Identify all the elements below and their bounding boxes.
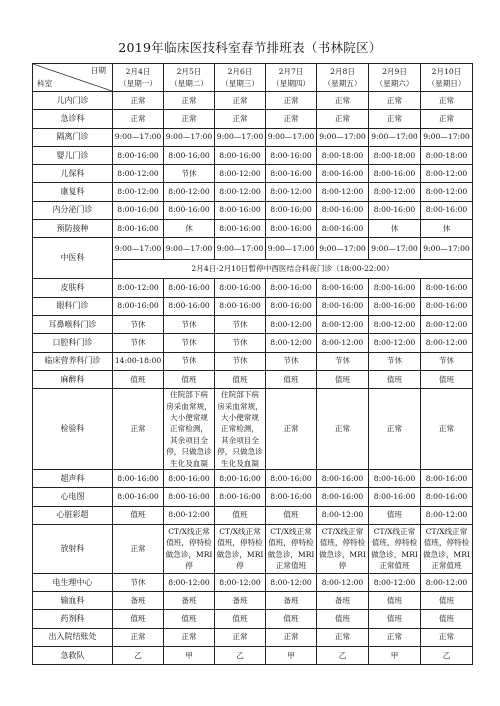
cell-line: CT/X线正常	[219, 527, 261, 537]
schedule-cell: 节休	[215, 352, 266, 370]
schedule-cell: 8:00-16:00	[215, 146, 266, 164]
schedule-cell	[369, 524, 421, 573]
schedule-cell: 正常	[317, 92, 369, 110]
schedule-cell: 9:00—17:00	[266, 128, 317, 146]
schedule-cell: 值班	[113, 506, 164, 524]
schedule-cell: 备班	[317, 592, 369, 610]
schedule-cell: 值班	[369, 370, 421, 388]
day-date: 2月10日	[431, 66, 462, 76]
schedule-cell: 8:00-12:00	[317, 334, 369, 352]
schedule-cell: 乙	[113, 647, 164, 665]
schedule-cell: 正常	[164, 92, 215, 110]
schedule-cell: 正常	[369, 92, 421, 110]
cell-line: 大小便常规	[170, 412, 208, 422]
schedule-cell: 值班	[369, 592, 421, 610]
department-name: 眼科门诊	[33, 297, 113, 315]
table-row	[33, 628, 473, 646]
department-name: 麻醉科	[33, 370, 113, 388]
day-header	[317, 64, 369, 92]
schedule-cell: 节休	[164, 315, 215, 333]
schedule-cell: 8:00-16:00	[164, 488, 215, 506]
schedule-cell: 8:00-12:00	[317, 183, 369, 201]
schedule-cell: 节休	[113, 573, 164, 591]
schedule-cell: 正常	[266, 92, 317, 110]
schedule-cell: 8:00-12:00	[215, 573, 266, 591]
cell-line: 做急诊，MRI	[165, 549, 213, 559]
schedule-cell: 值班	[317, 370, 369, 388]
schedule-cell: 正常	[113, 524, 164, 573]
schedule-cell: 8:00-16:00	[215, 470, 266, 488]
schedule-cell: 正常	[421, 110, 473, 128]
table-row	[33, 146, 473, 164]
dept-axis-label: 科室	[37, 79, 53, 88]
schedule-cell: 8:00-16:00	[113, 220, 164, 238]
schedule-cell: 正常	[266, 110, 317, 128]
day-date: 2月5日	[176, 66, 202, 76]
cell-line: CT/X线正常	[270, 527, 312, 537]
schedule-cell: 8:00-16:00	[164, 201, 215, 219]
day-header	[215, 64, 266, 92]
schedule-cell: 正常	[369, 110, 421, 128]
day-weekday: （星期三）	[221, 78, 259, 88]
table-row	[33, 279, 473, 297]
schedule-cell: 8:00-16:00	[266, 488, 317, 506]
department-name: 隔离门诊	[33, 128, 113, 146]
schedule-cell: 正常	[421, 628, 473, 646]
schedule-cell: 甲	[369, 647, 421, 665]
department-name: 康复科	[33, 183, 113, 201]
schedule-cell: 8:00-16:00	[215, 220, 266, 238]
schedule-cell: 节休	[421, 352, 473, 370]
schedule-cell	[164, 524, 215, 573]
schedule-cell: 值班	[266, 610, 317, 628]
schedule-cell: 正常	[215, 92, 266, 110]
table-row	[33, 110, 473, 128]
cell-line: CT/X线正常	[373, 527, 416, 537]
cell-line: 值班，停特检	[319, 538, 366, 548]
schedule-cell: 9:00—17:00	[266, 238, 317, 260]
department-name: 内分泌门诊	[33, 201, 113, 219]
cell-line: 住院部下病	[221, 390, 259, 400]
department-name: 药剂科	[33, 610, 113, 628]
schedule-cell: 8:00-16:00	[215, 488, 266, 506]
schedule-cell: 正常	[113, 389, 164, 470]
day-header	[421, 64, 473, 92]
schedule-cell: 节休	[164, 352, 215, 370]
schedule-cell: 8:00-16:00	[421, 488, 473, 506]
schedule-cell: 8:00-12:00	[421, 334, 473, 352]
schedule-cell: 8:00-16:00	[369, 470, 421, 488]
schedule-cell: 8:00-16:00	[266, 297, 317, 315]
department-name: 出入院结账处	[33, 628, 113, 646]
day-weekday: （星期一）	[119, 78, 157, 88]
schedule-cell: 8:00-16:00	[113, 470, 164, 488]
schedule-cell: 节休	[215, 315, 266, 333]
cell-line: 其余项目全	[221, 435, 259, 445]
cell-line: 值班，停特检	[217, 538, 263, 548]
schedule-cell: 8:00-12:00	[421, 165, 473, 183]
schedule-cell: 9:00—17:00	[164, 128, 215, 146]
header-row	[33, 64, 473, 92]
schedule-cell: 8:00-12:00	[215, 183, 266, 201]
schedule-cell: 8:00-16:00	[317, 201, 369, 219]
schedule-cell: 节休	[215, 334, 266, 352]
cell-line: 正常检测，	[170, 424, 208, 434]
schedule-cell: 8:00-18:00	[369, 146, 421, 164]
schedule-cell: 乙	[215, 647, 266, 665]
schedule-cell: 8:00-16:00	[369, 297, 421, 315]
department-name: 儿保科	[33, 165, 113, 183]
schedule-cell: 8:00-16:00	[317, 279, 369, 297]
schedule-cell: 值班	[215, 506, 266, 524]
schedule-cell: 8:00-12:00	[317, 573, 369, 591]
schedule-cell: 8:00-12:00	[266, 573, 317, 591]
day-date: 2月6日	[227, 66, 253, 76]
schedule-cell: 8:00-12:00	[421, 573, 473, 591]
schedule-cell: 8:00-16:00	[215, 201, 266, 219]
day-header	[113, 64, 164, 92]
schedule-cell: 备班	[215, 592, 266, 610]
department-name: 电生理中心	[33, 573, 113, 591]
schedule-cell: 8:00-12:00	[369, 573, 421, 591]
schedule-cell	[421, 524, 473, 573]
department-name: 耳鼻喉科门诊	[33, 315, 113, 333]
schedule-cell: 8:00-16:00	[113, 297, 164, 315]
schedule-cell: 节休	[113, 334, 164, 352]
table-row	[33, 389, 473, 470]
department-name: 心电图	[33, 488, 113, 506]
schedule-cell: 8:00-16:00	[215, 279, 266, 297]
schedule-cell: 8:00-16:00	[164, 279, 215, 297]
schedule-cell: 正常	[317, 389, 369, 470]
department-name: 皮肤科	[33, 279, 113, 297]
schedule-cell: 8:00-12:00	[421, 183, 473, 201]
schedule-cell: 值班	[266, 370, 317, 388]
table-row	[33, 334, 473, 352]
cell-line: 房采血常规，	[166, 401, 212, 411]
schedule-cell	[164, 389, 215, 470]
schedule-cell: 9:00—17:00	[369, 238, 421, 260]
schedule-cell: 8:00-12:00	[164, 573, 215, 591]
schedule-cell: 值班	[215, 370, 266, 388]
day-date: 2月8日	[330, 66, 355, 76]
schedule-cell: 8:00-16:00	[164, 470, 215, 488]
schedule-cell: 8:00-16:00	[113, 488, 164, 506]
cell-line: 值班，停特检	[371, 538, 418, 548]
cell-line: 值班，停特检	[268, 538, 314, 548]
day-weekday: （星期日）	[427, 78, 466, 88]
cell-line: 值班，停特检	[166, 538, 212, 548]
table-row	[33, 610, 473, 628]
schedule-cell: 正常	[215, 110, 266, 128]
table-row	[33, 524, 473, 573]
schedule-cell: 8:00-12:00	[369, 334, 421, 352]
cell-line: 做急诊，MRI	[423, 549, 470, 559]
department-name: 急诊科	[33, 110, 113, 128]
schedule-cell: 8:00-12:00	[215, 165, 266, 183]
schedule-cell: 9:00—17:00	[113, 128, 164, 146]
table-row	[33, 165, 473, 183]
schedule-cell: 休	[164, 220, 215, 238]
schedule-cell: 9:00—17:00	[215, 238, 266, 260]
schedule-cell: 8:00-16:00	[369, 279, 421, 297]
schedule-cell: 8:00-16:00	[266, 165, 317, 183]
cell-line: CT/X线正常	[321, 527, 364, 537]
table-row	[33, 506, 473, 524]
schedule-cell: 休	[369, 220, 421, 238]
cell-line: 正常值班	[275, 561, 307, 571]
schedule-cell: 正常	[421, 92, 473, 110]
schedule-cell: 8:00-12:00	[113, 183, 164, 201]
department-name: 婴儿门诊	[33, 146, 113, 164]
schedule-cell: 8:00-12:00	[369, 183, 421, 201]
schedule-cell: 节休	[369, 352, 421, 370]
schedule-cell: 备班	[113, 592, 164, 610]
schedule-cell: 值班	[317, 610, 369, 628]
schedule-cell: 8:00-16:00	[369, 488, 421, 506]
schedule-cell: 8:00-12:00	[369, 315, 421, 333]
table-row	[33, 647, 473, 665]
day-weekday: （星期五）	[323, 78, 362, 88]
day-weekday: （星期六）	[375, 78, 414, 88]
cell-line: 停，只做急诊	[166, 447, 212, 457]
schedule-cell: 8:00-16:00	[317, 470, 369, 488]
department-name: 超声科	[33, 470, 113, 488]
department-name: 中医科	[33, 238, 113, 279]
schedule-cell: 值班	[113, 370, 164, 388]
schedule-cell: 值班	[266, 506, 317, 524]
schedule-cell: 节休	[164, 334, 215, 352]
schedule-cell: 甲	[266, 647, 317, 665]
table-row	[33, 315, 473, 333]
table-row	[33, 470, 473, 488]
department-name: 心脏彩超	[33, 506, 113, 524]
tcm-note: 2月4日-2月10日暂停中西医结合科夜门诊（18:00-22:00）	[113, 260, 473, 279]
schedule-cell: 值班	[369, 610, 421, 628]
schedule-cell	[266, 524, 317, 573]
day-date: 2月9日	[382, 66, 407, 76]
table-row	[33, 92, 473, 110]
schedule-cell: 14:00-18:00	[113, 352, 164, 370]
schedule-cell: 正常	[113, 92, 164, 110]
schedule-cell: 值班	[369, 506, 421, 524]
day-header	[266, 64, 317, 92]
schedule-cell: 值班	[164, 610, 215, 628]
schedule-cell: 8:00-16:00	[421, 470, 473, 488]
department-name: 口腔科门诊	[33, 334, 113, 352]
schedule-cell: 9:00—17:00	[421, 128, 473, 146]
schedule-cell	[215, 524, 266, 573]
table-row	[33, 592, 473, 610]
schedule-cell: 9:00—17:00	[164, 238, 215, 260]
schedule-cell: 正常	[421, 389, 473, 470]
cell-line: 做急诊，MRI	[371, 549, 418, 559]
schedule-cell: 8:00-16:00	[266, 201, 317, 219]
schedule-cell: 正常	[164, 628, 215, 646]
schedule-cell: 8:00-12:00	[113, 165, 164, 183]
schedule-cell: 乙	[421, 647, 473, 665]
schedule-cell: 9:00—17:00	[113, 238, 164, 260]
schedule-cell: 8:00-16:00	[215, 297, 266, 315]
cell-line: 值班，停特检	[423, 538, 470, 548]
day-header	[164, 64, 215, 92]
cell-line: CT/X线正常	[425, 527, 468, 537]
cell-line: 住院部下病	[170, 390, 208, 400]
schedule-cell: 备班	[164, 592, 215, 610]
cell-line: 正常值班	[379, 561, 410, 571]
schedule-cell: 值班	[421, 610, 473, 628]
cell-line: 停	[185, 561, 193, 571]
cell-line: 正常值班	[431, 561, 462, 571]
schedule-cell: 8:00-12:00	[113, 279, 164, 297]
schedule-cell: 正常	[266, 389, 317, 470]
schedule-cell: 8:00-12:00	[317, 506, 369, 524]
schedule-cell: 8:00-16:00	[113, 201, 164, 219]
schedule-cell: 8:00-16:00	[266, 220, 317, 238]
day-header	[369, 64, 421, 92]
schedule-cell: 8:00-12:00	[266, 183, 317, 201]
schedule-cell: 备班	[266, 592, 317, 610]
schedule-cell: 8:00-16:00	[266, 279, 317, 297]
day-weekday: （星期二）	[170, 78, 208, 88]
department-name: 预防接种	[33, 220, 113, 238]
day-date: 2月4日	[125, 66, 151, 76]
schedule-cell: 值班	[164, 370, 215, 388]
schedule-cell: 正常	[369, 389, 421, 470]
schedule-cell: 节休	[113, 315, 164, 333]
table-row	[33, 488, 473, 506]
schedule-cell: 8:00-16:00	[317, 165, 369, 183]
cell-line: 停	[236, 561, 244, 571]
schedule-cell: 节休	[317, 352, 369, 370]
schedule-cell: 9:00—17:00	[369, 128, 421, 146]
cell-line: CT/X线正常	[168, 527, 210, 537]
schedule-cell: 8:00-16:00	[421, 201, 473, 219]
schedule-cell: 值班	[421, 592, 473, 610]
schedule-cell: 8:00-16:00	[164, 146, 215, 164]
schedule-cell: 8:00-12:00	[164, 183, 215, 201]
schedule-cell: 8:00-16:00	[369, 165, 421, 183]
schedule-cell: 值班	[421, 370, 473, 388]
schedule-cell: 休	[421, 220, 473, 238]
schedule-cell: 正常	[317, 110, 369, 128]
cell-line: 生化及血凝	[221, 458, 259, 468]
day-date: 2月7日	[278, 66, 304, 76]
cell-line: 正常检测，	[221, 424, 259, 434]
cell-line: 做急诊，MRI	[319, 549, 366, 559]
schedule-cell	[317, 524, 369, 573]
schedule-cell: 8:00-16:00	[266, 470, 317, 488]
page-title: 2019年临床医技科室春节排班表（书林院区）	[118, 40, 382, 55]
schedule-cell: 甲	[164, 647, 215, 665]
schedule-cell: 值班	[215, 610, 266, 628]
cell-line: 大小便常规	[221, 412, 259, 422]
schedule-cell: 8:00-12:00	[266, 315, 317, 333]
schedule-cell: 正常	[317, 628, 369, 646]
cell-line: 房采血常规，	[217, 401, 263, 411]
schedule-cell	[215, 389, 266, 470]
department-name: 临床营养科门诊	[33, 352, 113, 370]
schedule-cell: 8:00-16:00	[317, 220, 369, 238]
schedule-cell: 正常	[113, 628, 164, 646]
schedule-cell: 8:00-16:00	[317, 297, 369, 315]
cell-line: 做急诊，MRI	[267, 549, 315, 559]
table-row	[33, 370, 473, 388]
schedule-cell: 正常	[266, 628, 317, 646]
schedule-cell: 8:00-16:00	[421, 279, 473, 297]
schedule-cell: 8:00-12:00	[266, 334, 317, 352]
department-name: 输血科	[33, 592, 113, 610]
table-row	[33, 128, 473, 146]
cell-line: 其余项目全	[170, 435, 208, 445]
schedule-cell: 正常	[113, 110, 164, 128]
date-axis-label: 日期	[90, 66, 106, 75]
schedule-cell: 8:00-18:00	[421, 146, 473, 164]
schedule-cell: 值班	[113, 610, 164, 628]
cell-line: 做急诊，MRI	[216, 549, 264, 559]
schedule-cell: 8:00-12:00	[421, 506, 473, 524]
table-row	[33, 220, 473, 238]
schedule-cell: 9:00—17:00	[421, 238, 473, 260]
department-name: 放射科	[33, 524, 113, 573]
table-row	[33, 201, 473, 219]
table-row	[33, 573, 473, 591]
schedule-cell: 8:00-16:00	[317, 488, 369, 506]
table-row	[33, 238, 473, 260]
schedule-cell: 正常	[369, 628, 421, 646]
table-row	[33, 297, 473, 315]
schedule-cell: 乙	[317, 647, 369, 665]
schedule-table	[32, 63, 473, 665]
schedule-cell: 节休	[164, 165, 215, 183]
schedule-cell: 8:00-12:00	[421, 315, 473, 333]
schedule-cell: 节休	[266, 352, 317, 370]
schedule-cell: 8:00-12:00	[317, 315, 369, 333]
schedule-cell: 8:00-12:00	[164, 506, 215, 524]
schedule-cell: 9:00—17:00	[317, 128, 369, 146]
schedule-cell: 9:00—17:00	[317, 238, 369, 260]
schedule-cell: 8:00-16:00	[164, 297, 215, 315]
schedule-cell: 8:00-16:00	[266, 146, 317, 164]
schedule-cell: 正常	[215, 628, 266, 646]
department-name: 儿内门诊	[33, 92, 113, 110]
department-name: 急救队	[33, 647, 113, 665]
schedule-cell: 8:00-16:00	[421, 297, 473, 315]
schedule-cell: 正常	[164, 110, 215, 128]
cell-line: 停	[338, 561, 347, 571]
schedule-cell: 9:00—17:00	[215, 128, 266, 146]
corner-header	[33, 64, 113, 92]
table-row	[33, 352, 473, 370]
table-row	[33, 183, 473, 201]
cell-line: 停，只做急诊	[217, 447, 263, 457]
department-name: 检验科	[33, 389, 113, 470]
schedule-cell: 8:00-18:00	[317, 146, 369, 164]
schedule-cell: 8:00-16:00	[113, 146, 164, 164]
schedule-cell: 8:00-16:00	[369, 201, 421, 219]
day-weekday: （星期四）	[272, 78, 310, 88]
cell-line: 生化及血凝	[170, 458, 208, 468]
